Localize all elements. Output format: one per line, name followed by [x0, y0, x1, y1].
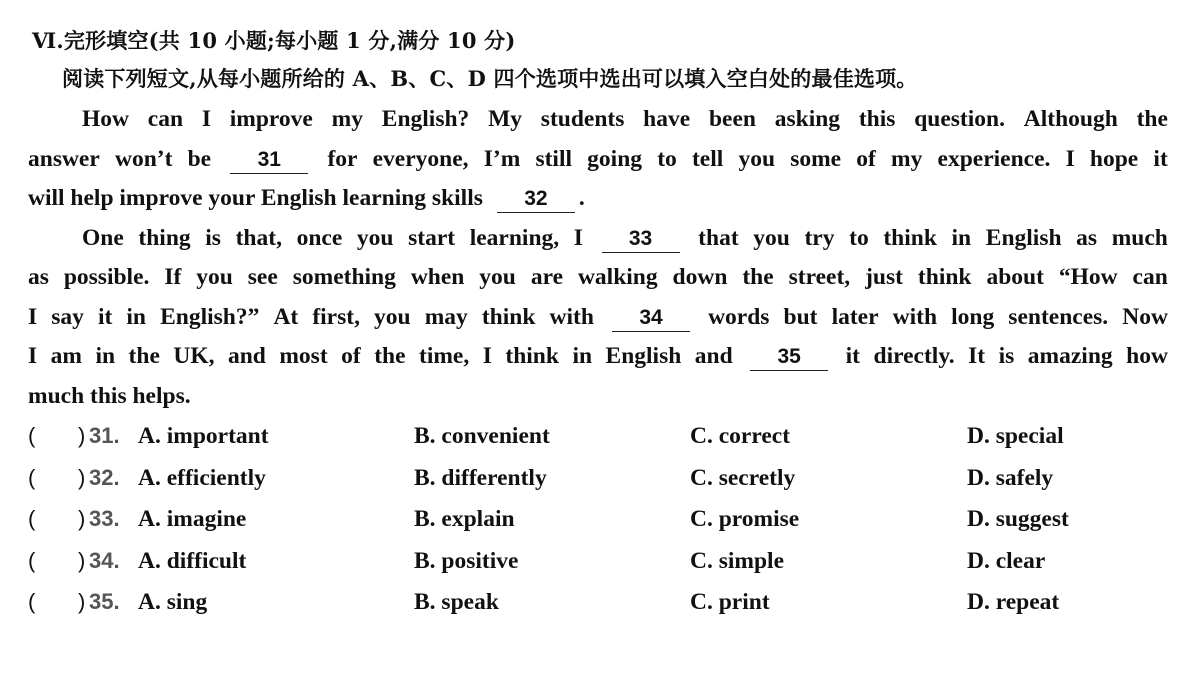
passage-word: won’t: [114, 145, 173, 172]
option-c[interactable]: C. print: [690, 589, 770, 615]
passage-text: .: [578, 185, 585, 211]
passage-word: this: [858, 106, 896, 132]
answer-paren-close: ): [78, 464, 86, 490]
question-number: 31.: [89, 423, 120, 448]
passage-word: learning,: [469, 224, 560, 251]
passage-word: that: [698, 224, 739, 251]
passage-word: experience.: [937, 145, 1051, 172]
passage-word: English?”: [160, 303, 260, 330]
passage-word: I: [573, 224, 583, 251]
passage-word: is: [205, 224, 221, 251]
passage-word: English: [985, 224, 1062, 251]
passage-word: have: [643, 106, 691, 132]
passage-word: something: [292, 264, 396, 290]
passage-word: to: [849, 224, 869, 251]
passage-word: is: [998, 343, 1015, 369]
passage-word: the: [374, 343, 406, 369]
passage-word: for: [327, 145, 358, 172]
passage-word: once: [296, 224, 343, 251]
passage-word: with: [892, 303, 938, 330]
option-a[interactable]: A. sing: [138, 589, 208, 615]
passage-word: say: [51, 303, 84, 330]
question-number: 34.: [89, 547, 120, 573]
passage-word: in: [126, 303, 147, 330]
passage-word: At: [273, 303, 299, 330]
passage-text: will help improve your English learning skills: [28, 185, 483, 211]
passage-word: but: [783, 303, 818, 330]
answer-paren-open[interactable]: (: [28, 506, 36, 531]
passage-word: it: [1153, 145, 1168, 172]
passage-word: some: [790, 145, 842, 172]
passage-word: I: [482, 343, 492, 369]
passage-word: you: [196, 264, 233, 290]
passage-word: Although: [1023, 106, 1118, 132]
passage-word: street,: [788, 264, 851, 290]
passage-line: [28, 337, 1168, 377]
passage-word: start: [408, 224, 456, 251]
passage-word: time,: [419, 343, 470, 369]
passage-word: everyone,: [372, 145, 469, 172]
instructions: 阅读下列短文,从每小题所给的 A、B、C、D 四个选项中选出可以填入空白处的最佳选项。: [62, 66, 918, 91]
passage-word: how: [1126, 343, 1168, 369]
option-d[interactable]: D. repeat: [967, 589, 1060, 615]
question-row: [28, 460, 1178, 502]
option-b[interactable]: B. convenient: [414, 423, 550, 449]
option-d[interactable]: D. suggest: [967, 506, 1069, 532]
passage-word: long: [951, 303, 995, 330]
passage-word: I: [1065, 145, 1075, 172]
passage-word: of: [856, 145, 876, 172]
passage-word: answer: [28, 145, 100, 172]
blank-35[interactable]: 35: [750, 344, 828, 371]
passage-line: [28, 100, 1168, 140]
passage-word: the: [1136, 106, 1168, 132]
question-row: [28, 418, 1178, 460]
passage-word: UK,: [173, 343, 215, 369]
passage-word: Now: [1122, 303, 1168, 330]
passage-word: be: [187, 145, 212, 172]
answer-paren-close: ): [78, 589, 86, 614]
passage-word: It: [968, 343, 986, 369]
passage-word: you: [738, 145, 776, 172]
passage-word: How: [82, 106, 129, 132]
passage-word: directly.: [873, 343, 955, 369]
passage-word: first,: [312, 303, 360, 330]
passage-word: hope: [1089, 145, 1139, 172]
option-c[interactable]: C. correct: [690, 423, 791, 449]
passage-word: in: [95, 343, 116, 369]
passage-word: see: [247, 264, 278, 290]
passage-word: think: [883, 224, 937, 251]
passage-word: my: [891, 145, 923, 172]
passage-word: possible.: [63, 264, 150, 290]
passage-word: sentences.: [1008, 303, 1109, 330]
passage-word: going: [587, 145, 643, 172]
passage-word: much: [1111, 224, 1168, 251]
passage-word: words: [708, 303, 770, 330]
passage-word: you: [356, 224, 394, 251]
passage-line: [28, 179, 1168, 219]
passage-word: the: [128, 343, 160, 369]
option-a[interactable]: A. important: [138, 423, 269, 449]
option-b[interactable]: B. differently: [414, 464, 547, 491]
passage-line: [28, 258, 1168, 298]
passage-word: think: [917, 264, 972, 290]
section-title: Ⅵ.完形填空(共 10 小题;每小题 1 分,满分 10 分): [32, 28, 516, 53]
passage-line: [28, 140, 1168, 180]
answer-options: [28, 418, 1178, 626]
blank-33[interactable]: 33: [602, 226, 680, 253]
answer-paren-close: ): [78, 506, 86, 531]
blank-34[interactable]: 34: [612, 305, 690, 332]
passage-word: in: [572, 343, 593, 369]
passage-word: about: [986, 264, 1044, 290]
option-c[interactable]: C. promise: [690, 506, 800, 532]
option-a[interactable]: A. difficult: [138, 547, 247, 574]
passage-word: English: [605, 343, 682, 369]
blank-32[interactable]: 32: [497, 186, 575, 213]
passage-word: walking: [577, 264, 658, 290]
answer-paren-open[interactable]: (: [28, 589, 36, 614]
passage-word: My: [488, 106, 523, 132]
option-a[interactable]: A. efficiently: [138, 464, 266, 491]
passage-word: when: [410, 264, 465, 290]
answer-paren-open[interactable]: (: [28, 547, 36, 573]
passage-word: English?: [381, 106, 470, 132]
passage-word: am: [50, 343, 82, 369]
answer-paren-open[interactable]: (: [28, 423, 36, 448]
passage-word: in: [951, 224, 972, 251]
question-row: [28, 543, 1178, 585]
option-d[interactable]: D. clear: [967, 547, 1046, 574]
passage-word: students: [540, 106, 625, 132]
question-row: [28, 584, 1178, 626]
answer-paren-close: ): [78, 423, 86, 448]
passage-word: can: [147, 106, 184, 132]
passage-word: with: [549, 303, 594, 330]
cloze-passage: [28, 100, 1168, 416]
passage-word: as: [1076, 224, 1098, 251]
option-b[interactable]: B. speak: [414, 589, 499, 615]
passage-word: still: [535, 145, 572, 172]
passage-word: can: [1132, 264, 1168, 290]
passage-line: [28, 298, 1168, 338]
option-c[interactable]: C. secretly: [690, 464, 796, 491]
passage-word: the: [742, 264, 774, 290]
passage-word: may: [424, 303, 468, 330]
passage-word: thing: [138, 224, 191, 251]
option-a[interactable]: A. imagine: [138, 506, 247, 532]
passage-word: that,: [235, 224, 282, 251]
passage-word: asking: [774, 106, 841, 132]
passage-line: [28, 377, 1168, 417]
passage-word: I: [201, 106, 211, 132]
passage-word: amazing: [1027, 343, 1113, 369]
question-row: [28, 501, 1178, 543]
passage-word: it: [97, 303, 113, 330]
passage-word: it: [845, 343, 861, 369]
passage-word: been: [708, 106, 756, 132]
passage-word: most: [279, 343, 328, 369]
passage-word: are: [530, 264, 563, 290]
passage-word: question.: [914, 106, 1005, 132]
passage-word: you: [479, 264, 516, 290]
passage-word: I’m: [483, 145, 521, 172]
passage-word: think: [481, 303, 536, 330]
passage-line: [28, 219, 1168, 259]
blank-31[interactable]: 31: [230, 147, 308, 174]
passage-word: improve: [229, 106, 313, 132]
option-d[interactable]: D. safely: [967, 464, 1054, 491]
option-b[interactable]: B. positive: [414, 547, 519, 574]
passage-word: If: [164, 264, 182, 290]
passage-word: think: [505, 343, 559, 369]
passage-word: of: [341, 343, 361, 369]
passage-word: you: [374, 303, 411, 330]
passage-word: to: [657, 145, 677, 172]
question-number: 33.: [89, 506, 120, 531]
option-d[interactable]: D. special: [967, 423, 1064, 449]
question-number: 32.: [89, 464, 120, 490]
passage-word: “How: [1058, 264, 1118, 290]
passage-word: later: [831, 303, 879, 330]
option-c[interactable]: C. simple: [690, 547, 784, 574]
passage-word: One: [82, 224, 124, 251]
passage-word: down: [672, 264, 728, 290]
passage-word: I: [28, 343, 38, 369]
passage-word: my: [331, 106, 363, 132]
passage-word: just: [865, 264, 903, 290]
passage-word: I: [28, 303, 38, 330]
answer-paren-close: ): [78, 547, 86, 573]
passage-word: try: [804, 224, 835, 251]
answer-paren-open[interactable]: (: [28, 464, 36, 490]
passage-text: much this helps.: [28, 382, 191, 409]
passage-word: tell: [691, 145, 724, 172]
option-b[interactable]: B. explain: [414, 506, 515, 532]
passage-word: and: [227, 343, 266, 369]
passage-word: and: [694, 343, 733, 369]
passage-word: you: [753, 224, 790, 251]
question-number: 35.: [89, 589, 120, 614]
passage-word: as: [28, 264, 49, 290]
